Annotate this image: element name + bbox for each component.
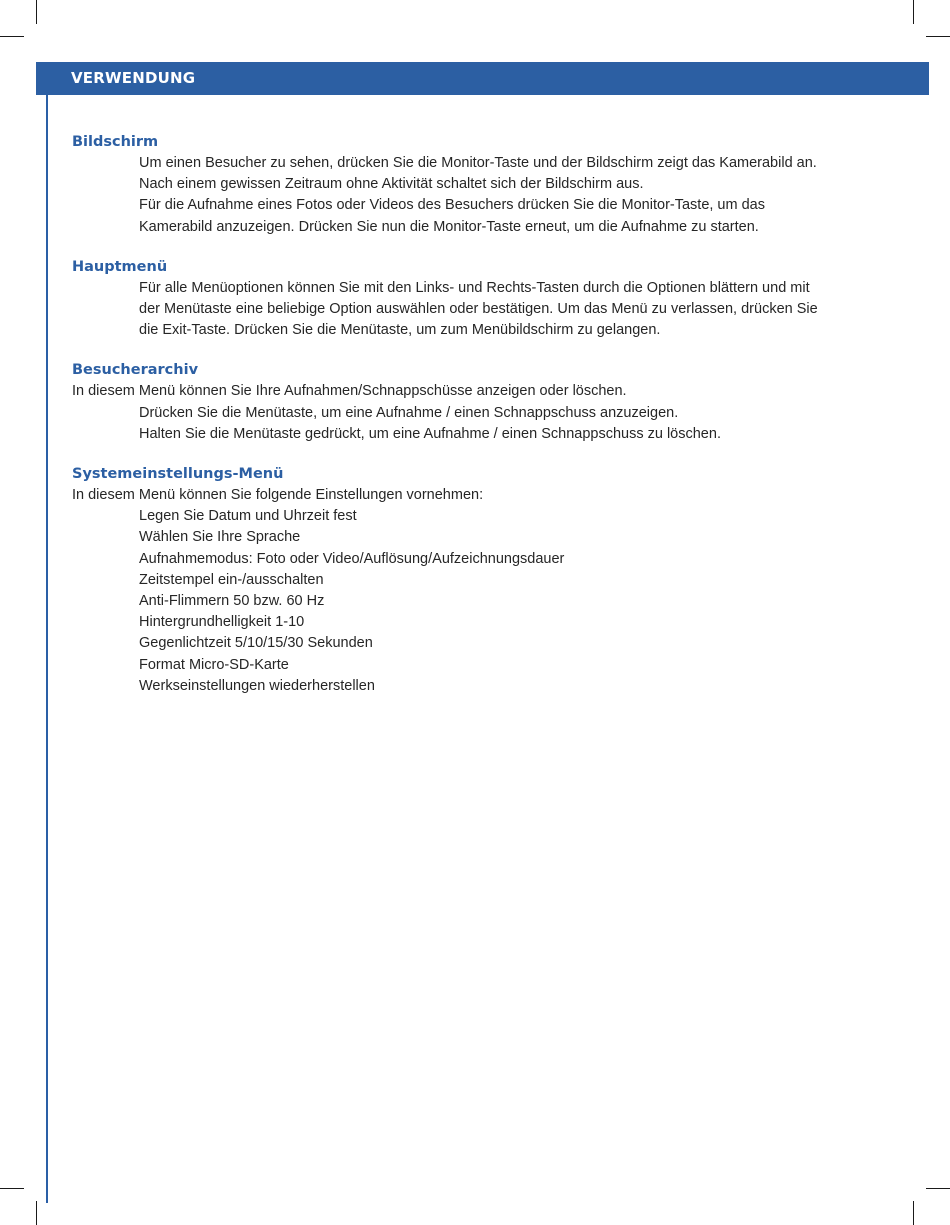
- body-line: Kamerabild anzuzeigen. Drücken Sie nun die Monitor-Taste erneut, um die Aufnahme zu starten.: [139, 218, 759, 235]
- body-line: Drücken Sie die Menütaste, um eine Aufnahme / einen Schnappschuss anzuzeigen.: [139, 404, 679, 421]
- crop-mark: [926, 1188, 950, 1189]
- section-hauptmenue: [72, 257, 892, 342]
- settings-item: Hintergrundhelligkeit 1-10: [139, 614, 305, 631]
- section-systemeinstellungen: [72, 464, 892, 697]
- section-bildschirm: [72, 132, 892, 238]
- settings-item: Zeitstempel ein-/ausschalten: [139, 571, 324, 588]
- settings-item: Format Micro-SD-Karte: [139, 656, 289, 673]
- settings-item: Gegenlichtzeit 5/10/15/30 Sekunden: [139, 635, 373, 652]
- page-left-rule: [46, 62, 48, 1203]
- crop-mark: [0, 1188, 24, 1189]
- crop-mark: [0, 36, 24, 37]
- body-line: Für alle Menüoptionen können Sie mit den Links- und Rechts-Tasten durch die Optionen blättern und mit: [139, 279, 810, 296]
- crop-mark: [36, 1201, 37, 1225]
- section-title: Hauptmenü: [72, 258, 168, 275]
- crop-mark: [926, 36, 950, 37]
- settings-item: Anti-Flimmern 50 bzw. 60 Hz: [139, 593, 325, 610]
- body-line: Für die Aufnahme eines Fotos oder Videos des Besuchers drücken Sie die Monitor-Taste, um das: [139, 197, 765, 214]
- body-line: die Exit-Taste. Drücken Sie die Menütaste, um zum Menübildschirm zu gelangen.: [139, 322, 661, 339]
- crop-mark: [913, 0, 914, 24]
- body-line: Halten Sie die Menütaste gedrückt, um eine Aufnahme / einen Schnappschuss zu löschen.: [139, 425, 721, 442]
- section-title: Besucherarchiv: [72, 362, 199, 379]
- crop-mark: [913, 1201, 914, 1225]
- section-header-bar: [36, 62, 929, 95]
- section-title: Bildschirm: [72, 134, 159, 150]
- body-line: der Menütaste eine beliebige Option auswählen oder bestätigen. Um das Menü zu verlassen, drücken Sie: [139, 301, 818, 318]
- settings-item: Wählen Sie Ihre Sprache: [139, 529, 301, 546]
- settings-item: Legen Sie Datum und Uhrzeit fest: [139, 508, 357, 525]
- document-body: [72, 132, 892, 716]
- section-title: Systemeinstellungs-Menü: [72, 466, 284, 483]
- settings-item: Werkseinstellungen wiederherstellen: [139, 677, 375, 694]
- section-intro: In diesem Menü können Sie folgende Einstellungen vornehmen:: [72, 487, 484, 504]
- section-intro: In diesem Menü können Sie Ihre Aufnahmen/Schnappschüsse anzeigen oder löschen.: [72, 383, 627, 400]
- body-line: Nach einem gewissen Zeitraum ohne Aktivität schaltet sich der Bildschirm aus.: [139, 176, 644, 193]
- crop-mark: [36, 0, 37, 24]
- body-line: Um einen Besucher zu sehen, drücken Sie die Monitor-Taste und der Bildschirm zeigt das Kamerabild an.: [139, 155, 817, 171]
- section-besucherarchiv: [72, 360, 892, 445]
- settings-item: Aufnahmemodus: Foto oder Video/Auflösung/Aufzeichnungsdauer: [139, 550, 565, 567]
- page-title: VERWENDUNG: [71, 69, 196, 87]
